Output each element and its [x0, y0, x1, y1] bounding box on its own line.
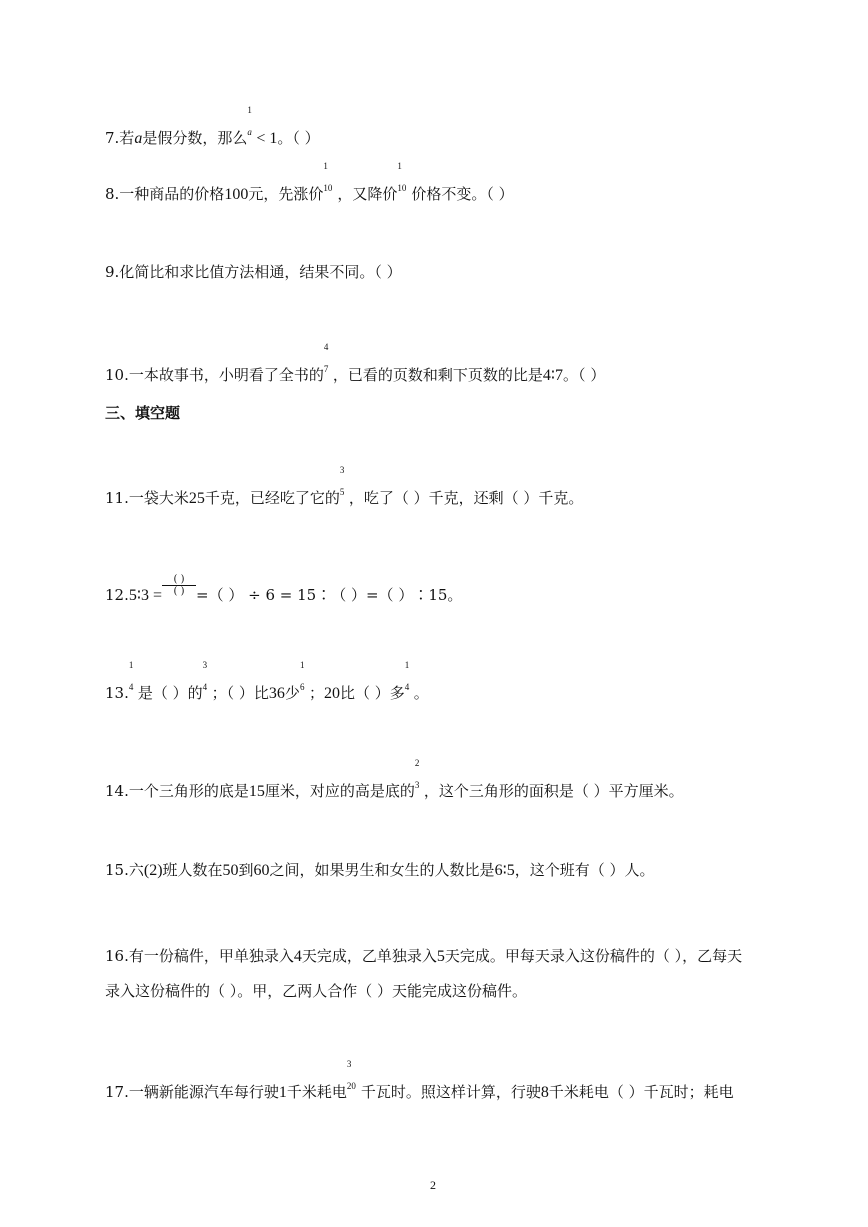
q14-text: 14.一个三角形的底是	[105, 782, 249, 800]
q15-text-c: 之间，如果男生和女生的人数比是	[269, 861, 495, 879]
q14-fraction: 2 3	[414, 758, 420, 790]
q14-answer-blank: ，这个三角形的面积是（ ）平方厘米。	[423, 782, 684, 800]
question-11	[105, 465, 584, 509]
q15-text: 15.六	[105, 861, 144, 879]
question-13	[105, 660, 429, 704]
q13-fraction-1: 1 4	[128, 660, 134, 692]
section-heading: 三、填空题	[105, 404, 181, 422]
q17-text-a: 千米耗电	[286, 1083, 347, 1101]
q12-text: 12.	[105, 586, 129, 604]
q10-text-mid: ，已看的页数和剩下页数的比是	[332, 366, 543, 384]
question-12	[105, 574, 463, 606]
q8-text-b: ，又降价	[337, 185, 398, 203]
page-number: 2	[430, 1178, 436, 1192]
q13-text-d: ；	[308, 684, 324, 702]
q13-text-b: ；（ ）比	[211, 684, 269, 702]
q13-fraction-3: 1 6	[299, 660, 305, 692]
q13-fraction-2: 3 4	[202, 660, 208, 692]
question-14	[105, 758, 684, 802]
q14-base: 15	[248, 783, 265, 800]
q17-text-b: 千瓦时。照这样计算，行驶	[360, 1083, 541, 1101]
q16-text-line-2: 录入这份稿件的（ ）。甲，乙两人合作（ ）天能完成这份稿件。	[105, 982, 528, 1000]
q15-text-a: 班人数在	[162, 861, 223, 879]
q11-fraction: 3 5	[339, 465, 345, 497]
q16-text-a: 天完成，乙单独录入	[301, 947, 437, 965]
q7-answer-blank: 。（ ）	[277, 129, 320, 147]
q7-text-mid: 是假分数，那么	[142, 129, 248, 147]
q9-text: 9.化简比和求比值方法相通，结果不同。（ ）	[105, 263, 402, 281]
question-16-line-2	[105, 981, 527, 1001]
q11-weight: 25	[188, 490, 205, 507]
question-9	[105, 262, 402, 282]
q15-answer-blank: ，这个班有（ ）人。	[514, 861, 655, 879]
q10-answer-blank: 。（ ）	[563, 366, 606, 384]
q15-number-60: 60	[253, 862, 270, 879]
q16-text: 16.有一份稿件，甲单独录入	[105, 947, 294, 965]
q13-text-a: 是（ ）的	[137, 684, 203, 702]
question-7	[105, 105, 320, 149]
q7-variable: a	[134, 130, 143, 147]
q7-inequality: < 1	[256, 130, 278, 147]
q11-answer-blanks: ，吃了（ ）千克，还剩（ ）千克。	[348, 489, 584, 507]
q12-ratio: 5∶3 =	[128, 587, 163, 604]
q13-end: 。	[413, 684, 429, 702]
q16-days-b: 5	[436, 948, 445, 965]
q13-text-c: 少	[284, 684, 300, 702]
q15-text-b: 到	[238, 861, 254, 879]
q17-text: 17.一辆新能源汽车每行驶	[105, 1083, 279, 1101]
q16-text-post: 天完成。甲每天录入这份稿件的（ ），乙每天	[444, 947, 743, 965]
question-10	[105, 342, 606, 386]
q16-days-a: 4	[293, 948, 302, 965]
q8-answer-blank: 价格不变。（ ）	[411, 185, 514, 203]
q11-text: 11.一袋大米	[105, 489, 189, 507]
q12-fraction-blank: ( ) ( )	[162, 580, 196, 600]
q13-fraction-4: 1 4	[404, 660, 410, 692]
q8-text: 8.一种商品的价格	[105, 185, 225, 203]
q10-ratio: 4∶7	[542, 367, 564, 384]
q7-text: 7.若	[105, 129, 135, 147]
q7-fraction: 1 a	[247, 105, 252, 137]
q17-text-post: 千米耗电（ ）千瓦时；耗电	[548, 1083, 734, 1101]
question-17	[105, 1059, 734, 1103]
question-16-line-1	[105, 946, 742, 967]
q12-answer-blanks: =（ ） ÷ 6 = 15∶（ ）=（ ）∶15。	[196, 586, 463, 604]
q8-text-a: 元，先涨价	[248, 185, 324, 203]
q11-text-a: 千克，已经吃了它的	[204, 489, 340, 507]
q14-text-a: 厘米，对应的高是底的	[264, 782, 415, 800]
q8-price: 100	[224, 186, 249, 203]
q17-km-8: 8	[540, 1084, 549, 1101]
q13-text: 13.	[105, 684, 129, 702]
q17-fraction: 3 20	[346, 1059, 356, 1091]
q17-km-1: 1	[278, 1084, 287, 1101]
q15-number-50: 50	[222, 862, 239, 879]
q13-number-36: 36	[268, 685, 285, 702]
question-15	[105, 860, 655, 881]
q10-fraction: 4 7	[323, 342, 329, 374]
question-8	[105, 161, 514, 205]
q13-number-20: 20	[323, 685, 340, 702]
q10-text: 10.一本故事书，小明看了全书的	[105, 366, 324, 384]
q8-fraction-1: 1 10	[323, 161, 333, 193]
q15-ratio: 6∶5	[494, 862, 515, 879]
q8-fraction-2: 1 10	[397, 161, 407, 193]
q13-text-e: 比（ ）多	[339, 684, 405, 702]
q15-class: (2)	[143, 862, 163, 879]
